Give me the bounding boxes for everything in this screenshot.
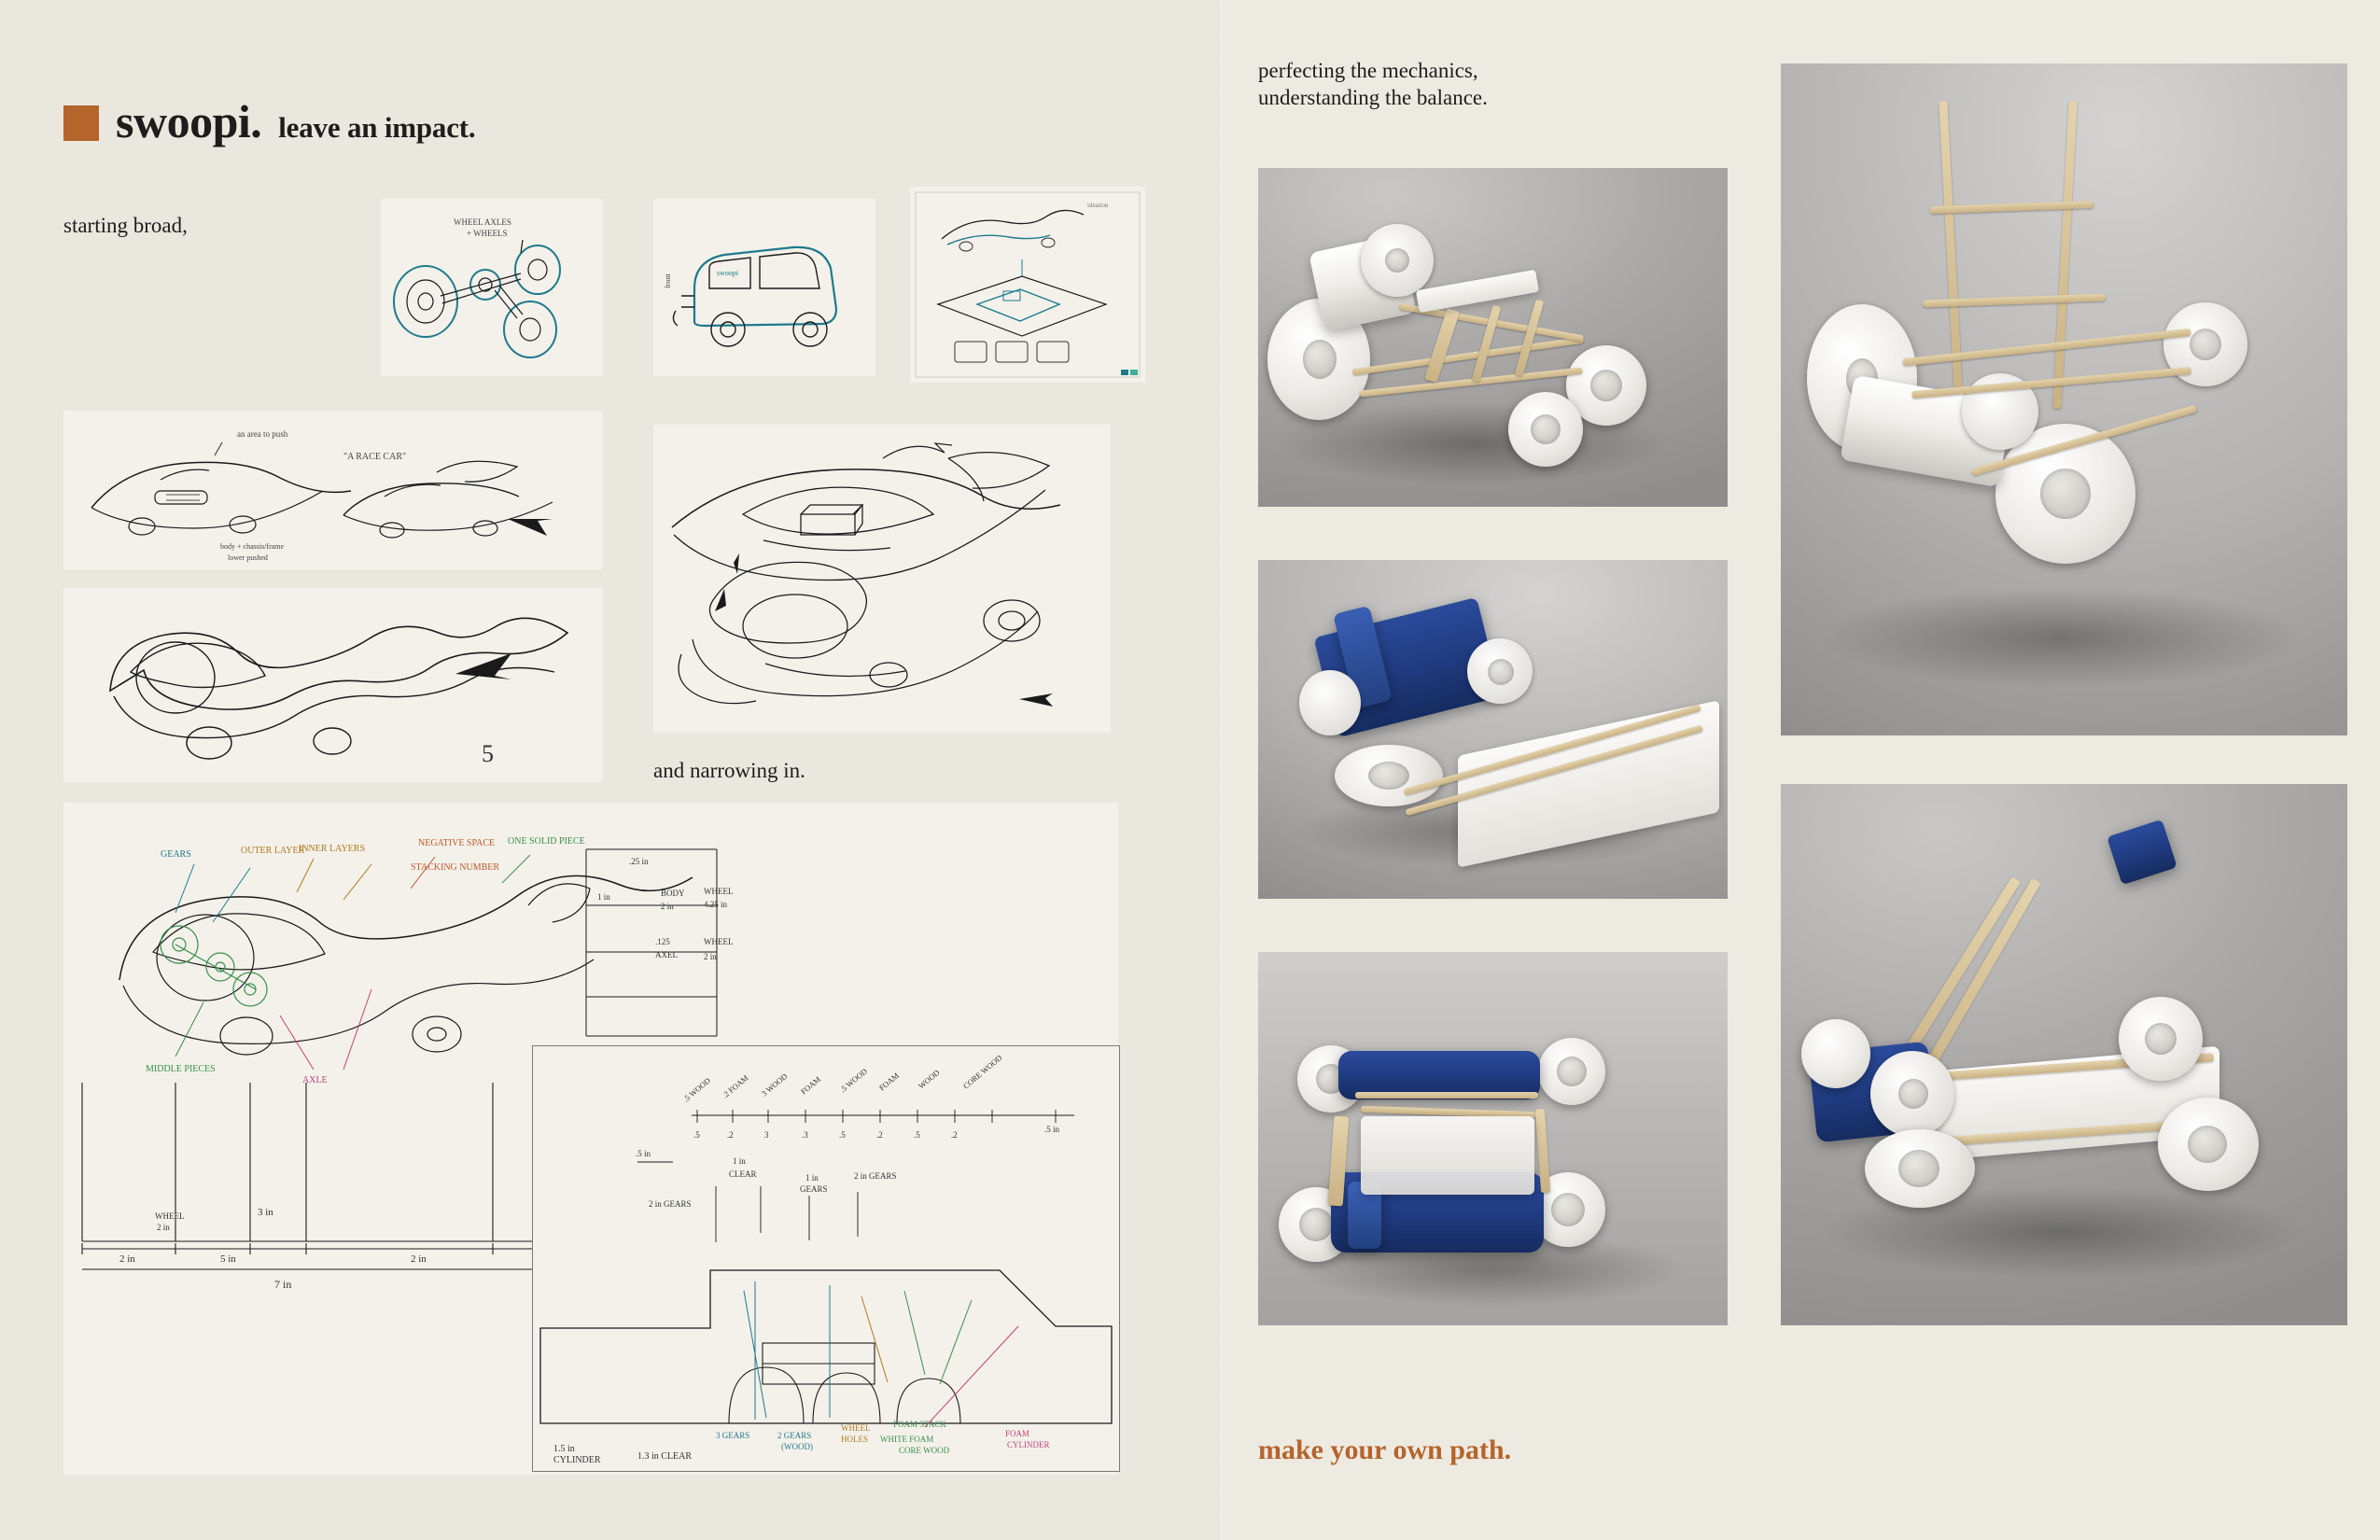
svg-text:2 in GEARS: 2 in GEARS — [649, 1199, 692, 1209]
svg-text:BODY: BODY — [661, 889, 685, 898]
caption-mechanics — [1258, 58, 1488, 112]
svg-text:5: 5 — [482, 740, 494, 767]
svg-text:an area to push: an area to push — [237, 429, 288, 439]
sketch-wheels-axles — [381, 199, 603, 376]
svg-text:WHEEL: WHEEL — [704, 887, 734, 896]
svg-text:CYLINDER: CYLINDER — [553, 1455, 601, 1465]
svg-text:2 in: 2 in — [411, 1253, 427, 1265]
svg-text:3 GEARS: 3 GEARS — [716, 1431, 750, 1440]
svg-text:FOAM: FOAM — [876, 1071, 902, 1093]
sketch-thumbnails — [910, 187, 1145, 383]
svg-text:7 in: 7 in — [274, 1278, 292, 1291]
svg-text:CLEAR: CLEAR — [729, 1169, 757, 1179]
svg-text:swoopi: swoopi — [717, 269, 739, 277]
svg-text:front: front — [664, 273, 672, 288]
svg-text:INNER LAYERS: INNER LAYERS — [299, 844, 366, 854]
svg-text:1.5 in: 1.5 in — [553, 1444, 575, 1454]
svg-text:.5 in: .5 in — [1044, 1125, 1060, 1134]
svg-text:.3: .3 — [802, 1130, 808, 1140]
svg-text:.2: .2 — [727, 1130, 734, 1140]
svg-text:WOOD: WOOD — [916, 1067, 942, 1091]
brand-header — [63, 95, 476, 147]
photo-topdown-chassis — [1258, 952, 1728, 1325]
svg-text:.2: .2 — [876, 1130, 883, 1140]
svg-text:2 in: 2 in — [157, 1223, 170, 1232]
svg-text:lower pushed: lower pushed — [228, 553, 268, 562]
logo-swatch-icon — [63, 105, 99, 141]
svg-text:1 in: 1 in — [733, 1156, 746, 1166]
svg-text:FOAM: FOAM — [1005, 1429, 1030, 1438]
svg-text:AXEL: AXEL — [655, 950, 678, 959]
right-panel — [1221, 0, 2380, 1540]
caption-mechanics-line1: perfecting the mechanics, — [1258, 59, 1478, 82]
svg-text:"A RACE CAR": "A RACE CAR" — [343, 452, 407, 462]
svg-text:1 in: 1 in — [597, 892, 610, 902]
svg-text:MIDDLE PIECES: MIDDLE PIECES — [146, 1064, 216, 1074]
svg-text:1 in: 1 in — [805, 1173, 819, 1183]
sketch-organic-form — [63, 588, 603, 782]
svg-text:STACKING NUMBER: STACKING NUMBER — [411, 862, 500, 873]
svg-text:FOAM: FOAM — [798, 1074, 823, 1097]
svg-text:WHEEL: WHEEL — [704, 937, 734, 946]
svg-text:.5: .5 — [914, 1130, 920, 1140]
svg-text:4.25 in: 4.25 in — [704, 900, 728, 909]
sketch-low-profile — [63, 411, 603, 569]
brand-tagline: leave an impact. — [278, 111, 476, 144]
svg-text:+ WHEELS: + WHEELS — [467, 229, 508, 238]
svg-text:NEGATIVE SPACE: NEGATIVE SPACE — [418, 838, 496, 848]
caption-mechanics-line2: understanding the balance. — [1258, 85, 1488, 109]
svg-text:.5 WOOD: .5 WOOD — [837, 1066, 869, 1095]
svg-text:2 in: 2 in — [704, 952, 717, 961]
svg-text:body + chassis/frame: body + chassis/frame — [220, 542, 285, 551]
svg-text:(WOOD): (WOOD) — [781, 1442, 813, 1451]
svg-text:.5 in: .5 in — [636, 1149, 651, 1158]
svg-text:CORE WOOD: CORE WOOD — [899, 1446, 950, 1455]
svg-text:.5 WOOD: .5 WOOD — [680, 1075, 712, 1104]
svg-text:CYLINDER: CYLINDER — [1007, 1440, 1050, 1449]
svg-text:3: 3 — [764, 1130, 769, 1140]
svg-text:CORE WOOD: CORE WOOD — [960, 1053, 1004, 1091]
svg-text:HOLES: HOLES — [841, 1435, 868, 1444]
sketch-material-stack — [532, 1045, 1120, 1472]
sketch-perspective-car — [653, 425, 1111, 733]
svg-text:5 in: 5 in — [220, 1253, 236, 1265]
caption-starting-broad: starting broad, — [63, 214, 188, 237]
svg-text:AXLE: AXLE — [302, 1075, 328, 1085]
svg-text:2 in: 2 in — [119, 1253, 135, 1265]
photo-tall-frame — [1781, 63, 2347, 735]
svg-text:ONE SOLID PIECE: ONE SOLID PIECE — [508, 836, 585, 847]
svg-text:GEARS: GEARS — [800, 1184, 828, 1194]
svg-text:ideation: ideation — [1087, 202, 1109, 209]
photo-chassis-dowels — [1258, 168, 1728, 507]
brand-name: swoopi. — [116, 95, 262, 147]
caption-make-your-own-path: make your own path. — [1258, 1435, 1512, 1465]
svg-text:2 in GEARS: 2 in GEARS — [854, 1171, 897, 1181]
svg-text:WHEEL: WHEEL — [155, 1211, 185, 1221]
svg-text:2 in: 2 in — [661, 902, 674, 911]
photo-angled-roller — [1781, 784, 2347, 1325]
svg-text:OUTER LAYER: OUTER LAYER — [241, 846, 305, 856]
svg-text:GEARS: GEARS — [161, 849, 191, 860]
svg-text:.2 FOAM: .2 FOAM — [720, 1072, 750, 1100]
svg-text:3 in: 3 in — [258, 1207, 273, 1218]
caption-narrowing-in: and narrowing in. — [653, 759, 805, 782]
sketch-boxy-car — [653, 199, 875, 376]
svg-text:3 WOOD: 3 WOOD — [759, 1071, 790, 1099]
svg-text:.5: .5 — [693, 1130, 700, 1140]
svg-text:WHEEL AXLES: WHEEL AXLES — [454, 217, 511, 227]
svg-text:.125: .125 — [655, 937, 670, 946]
photo-blue-roller — [1258, 560, 1728, 899]
svg-text:2 GEARS: 2 GEARS — [777, 1431, 812, 1440]
svg-text:WHITE FOAM: WHITE FOAM — [880, 1435, 934, 1444]
svg-text:FOAM STACK: FOAM STACK — [893, 1420, 947, 1429]
svg-text:1.3 in CLEAR: 1.3 in CLEAR — [637, 1451, 693, 1462]
svg-text:.5: .5 — [839, 1130, 846, 1140]
svg-text:.25 in: .25 in — [629, 857, 649, 866]
svg-text:.2: .2 — [951, 1130, 958, 1140]
svg-text:WHEEL: WHEEL — [841, 1423, 871, 1433]
